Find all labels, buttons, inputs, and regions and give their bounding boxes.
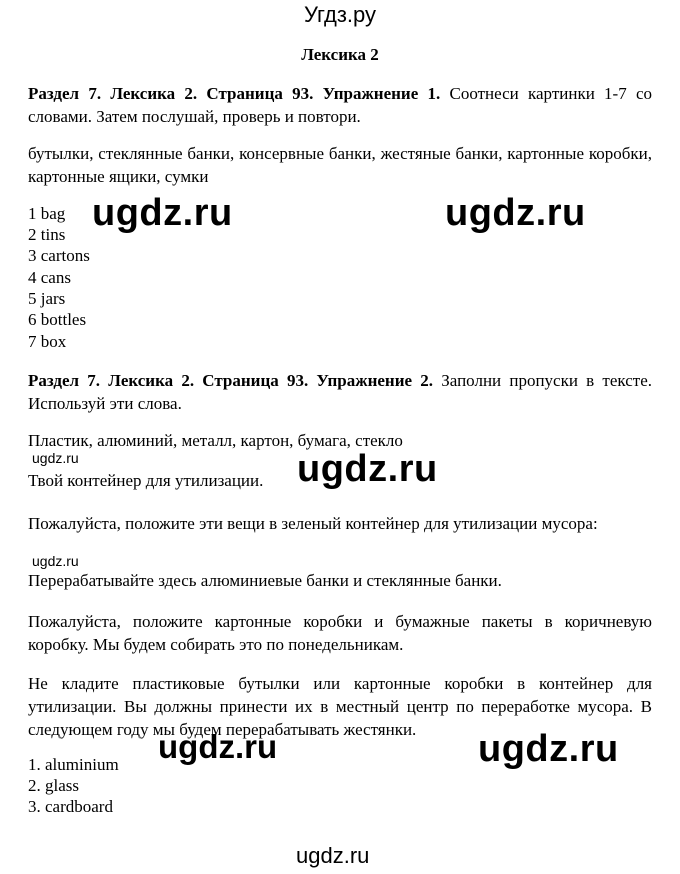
answer-item: 3 cartons: [28, 246, 90, 265]
exercise-2-reference: Раздел 7. Лексика 2. Страница 93. Упражнение 2.: [28, 371, 434, 390]
answer-item: 1. aluminium: [28, 755, 119, 774]
exercise-1-reference: Раздел 7. Лексика 2. Страница 93. Упражнение 1.: [28, 84, 441, 103]
answer-item: 7 box: [28, 332, 67, 351]
site-title: Угдз.ру: [303, 2, 377, 27]
text-paragraph-2: Пожалуйста, положите картонные коробки и бумажные пакеты в коричневую коробку. Мы будем собирать это по понедельникам.: [28, 612, 652, 654]
exercise-2-task: Заполни пропуски в тексте. Используй эти слова.: [28, 371, 652, 413]
watermark: ugdz.ru: [92, 192, 233, 234]
text-paragraph-1: Пожалуйста, положите эти вещи в зеленый контейнер для утилизации мусора:: [28, 514, 598, 533]
exercise-1-instruction: [28, 82, 652, 128]
watermark: ugdz.ru: [478, 728, 619, 770]
answer-item: 4 cans: [28, 268, 71, 287]
watermark: ugdz.ru: [296, 843, 370, 868]
answer-item: 3. cardboard: [28, 797, 113, 816]
watermark: ugdz.ru: [297, 448, 438, 490]
watermark: ugdz.ru: [32, 450, 79, 466]
exercise-2-instruction: [28, 369, 652, 415]
watermark: ugdz.ru: [445, 192, 586, 234]
watermark: ugdz.ru: [32, 553, 79, 569]
watermark: ugdz.ru: [158, 728, 278, 765]
exercise-1-word-list: бутылки, стеклянные банки, консервные банки, жестяные банки, картонные коробки, картонные ящики, сумки: [28, 144, 652, 186]
answer-item: 1 bag: [28, 204, 66, 223]
page-heading: Лексика 2: [301, 45, 379, 64]
text-paragraph-3: Не кладите пластиковые бутылки или картонные коробки в контейнер для утилизации. Вы должны принести их в местный центр по переработке мусора. В следующем году мы будем перерабатывать жестянки.: [28, 674, 652, 739]
text-paragraph-1b: Перерабатывайте здесь алюминиевые банки и стеклянные банки.: [28, 571, 502, 590]
answer-item: 2 tins: [28, 225, 66, 244]
answer-item: 5 jars: [28, 289, 66, 308]
exercise-2-word-list: Пластик, алюминий, металл, картон, бумага, стекло: [28, 431, 403, 450]
exercise-1-task: Соотнеси картинки 1-7 со словами. Затем послушай, проверь и повтори.: [28, 84, 652, 126]
answer-item: 2. glass: [28, 776, 79, 795]
answer-item: 6 bottles: [28, 310, 87, 329]
container-caption: Твой контейнер для утилизации.: [28, 471, 264, 490]
